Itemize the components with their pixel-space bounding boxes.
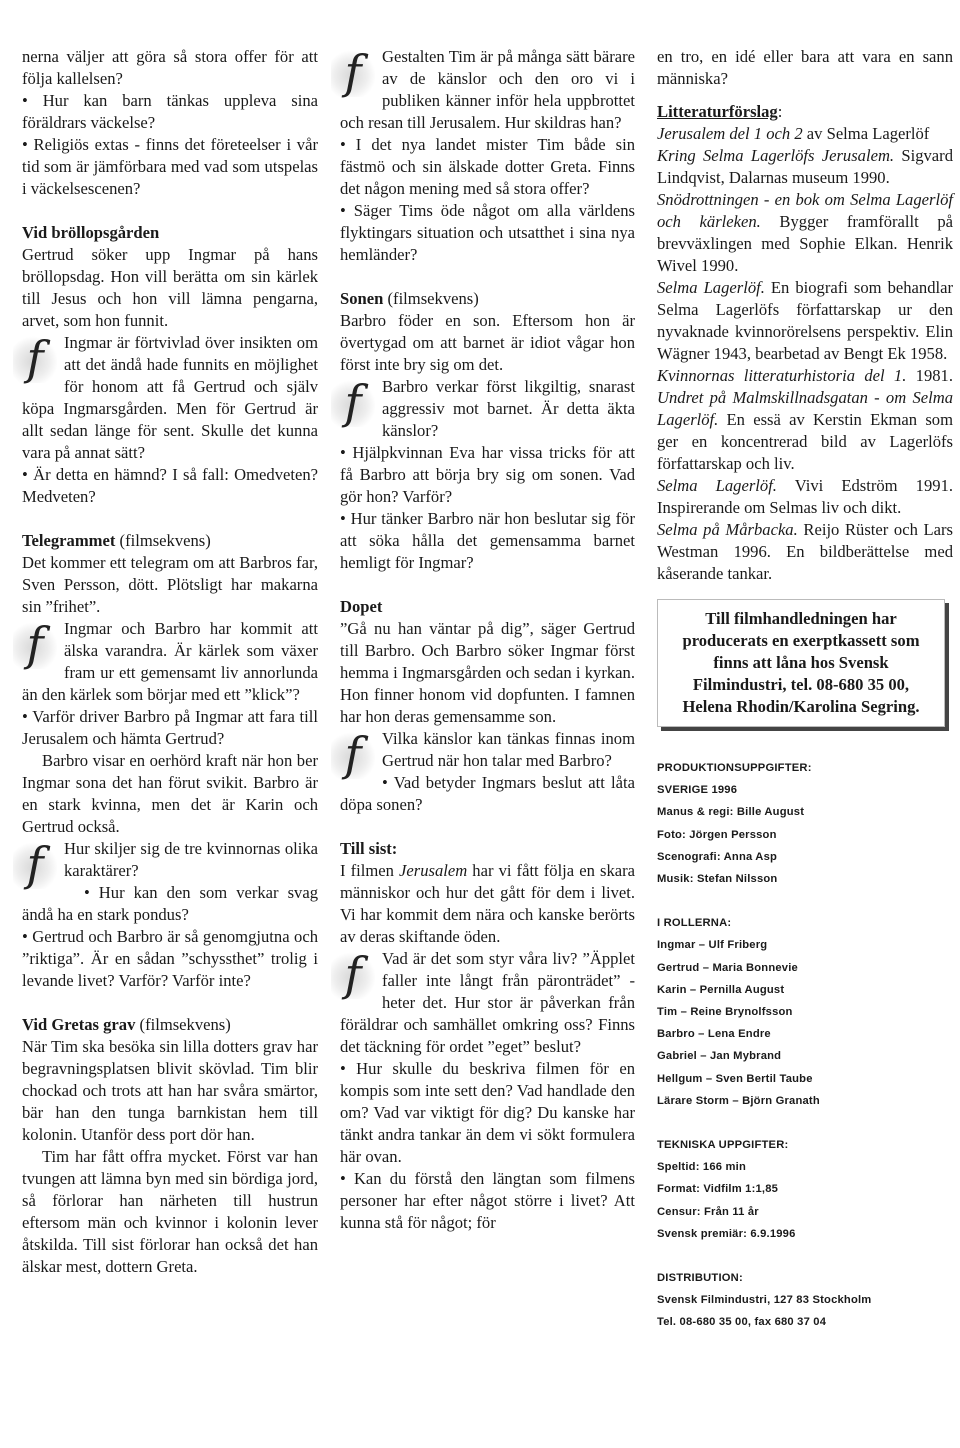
literature-item: Selma Lagerlöf. En biografi som behandlar Selma Lagerlöfs författarskap ur den nyvaknade kvinnorörelsens perspektiv. Elin Wägner 1943, bearbetad av Bengt Ek 1958.	[657, 278, 954, 363]
paragraph: Det kommer ett telegram om att Barbros far, Sven Persson, dött. Plötsligt har makarna sin ”frihet”.	[22, 553, 318, 616]
literature-heading: Litteraturförslag:	[657, 102, 783, 121]
credit-line: Scenografi: Anna Asp	[657, 850, 778, 863]
production-credits	[657, 757, 953, 1334]
film-icon: f	[12, 838, 58, 890]
paragraph: Barbro visar en oerhörd kraft när hon ber Ingmar sona det han förut svikit. Barbro är en stark kvinna, men det är Karin och Gertrud också.	[22, 751, 318, 836]
film-icon: f	[12, 332, 58, 384]
film-icon: f	[12, 618, 58, 670]
column-1	[22, 46, 318, 1278]
credit-line: Manus & regi: Bille August	[657, 806, 805, 819]
credit-line: Speltid: 166 min	[657, 1161, 746, 1174]
credit-line: Svensk Filmindustri, 127 83 Stockholm	[657, 1294, 872, 1307]
literature-item: Kring Selma Lagerlöfs Jerusalem. Sigvard Lindqvist, Dalarnas museum 1990.	[657, 146, 953, 187]
bullet-question: • Hur skulle du beskriva filmen för en kompis som inte sett den? Vad handlade den om? Vad var viktigt för dig? Du kanske har tänkt andra tankar än dem vi sökt formulera här ovan.	[340, 1059, 635, 1166]
paragraph: I filmen Jerusalem har vi fått följa en skara människor och hur det gått för dem i livet. Vi har kommit dem nära och kanske berörts av deras skiftande öden.	[340, 861, 635, 946]
credit-line: Foto: Jörgen Persson	[657, 828, 777, 841]
credit-line: Hellgum – Sven Bertil Taube	[657, 1072, 813, 1085]
paragraph: Vilka känslor kan tänkas finnas inom Gertrud när hon talar med Barbro?	[382, 729, 635, 770]
bullet-question: • Varför driver Barbro på Ingmar att fara till Jerusalem och hämta Gertrud?	[22, 707, 318, 748]
paragraph: ”Gå nu han väntar på dig”, säger Gertrud till Barbro. Och Barbro söker Ingmar först hemma i Ingmarsgården och sedan i kyrkan. Hon finner honom vid dopfunten. I famnen har hon deras gemensamme son.	[340, 619, 635, 726]
column-2	[340, 46, 635, 1234]
film-icon: f	[330, 728, 376, 780]
info-box: Till filmhandledningen har producerats en exerptkassett som finns att låna hos Svensk Filmindustri, tel. 08-680 35 00, Helena Rhodin/Karolina Segring.	[657, 599, 945, 727]
section-heading: Telegrammet (filmsekvens)	[22, 531, 211, 550]
credit-line: Barbro – Lena Endre	[657, 1028, 771, 1041]
credit-line: SVERIGE 1996	[657, 784, 738, 797]
paragraph: Tim har fått offra mycket. Först var han tvungen att lämna byn med sin bördiga jord, så förlorar han närheten till hustrun eftersom män och kvinnor i kolonin lever åtskilda. Till sist förlorar han också det han älskar mest, dottern Greta.	[22, 1147, 318, 1276]
paragraph: en tro, en idé eller bara att vara en sann människa?	[657, 47, 953, 88]
film-icon: f	[330, 46, 376, 98]
section-heading: Dopet	[340, 597, 383, 616]
literature-item: Selma Lagerlöf. Vivi Edström 1991. Inspirerande om Selmas liv och dikt.	[657, 476, 954, 517]
paragraph: Ingmar och Barbro har kommit att älska varandra. Är kärlek som växer fram ur ett gemensamt liv annorlunda än den kärlek som börjar med ett ”klick”?	[22, 619, 318, 704]
paragraph: Barbro föder en son. Eftersom hon är övertygad om att barnet är idiot vågar hon först inte bry sig om det.	[340, 311, 635, 374]
section-heading: Vid Gretas grav (filmsekvens)	[22, 1015, 231, 1034]
bullet-question: • Kan du förstå den längtan som filmens personer har efter något större i livet? Att kunna stå för något; för	[340, 1169, 635, 1232]
bullet-question: • Gertrud och Barbro är så genomgjutna och ”riktiga”. Är en sådan ”schyssthet” trolig i levande livet? Varför? Varför inte?	[22, 927, 318, 990]
literature-item: Jerusalem del 1 och 2 av Selma Lagerlöf	[657, 124, 930, 143]
paragraph: Hur skiljer sig de tre kvinnornas olika karaktärer?	[64, 839, 318, 880]
credit-line: Gabriel – Jan Mybrand	[657, 1050, 782, 1063]
credit-line: I ROLLERNA:	[657, 917, 732, 930]
paragraph: Gestalten Tim är på många sätt bärare av de känslor och den oro vi i publiken känner inför hela uppbrottet och resan till Jerusalem. Hur skildras han?	[340, 47, 635, 132]
column-3	[657, 46, 953, 1334]
credit-line: Censur: Från 11 år	[657, 1205, 759, 1218]
credits-spacer	[657, 1245, 953, 1267]
paragraph: Vad är det som styr våra liv? ”Äpplet faller inte långt från päronträdet” - heter det. Hur stor är påverkan från föräldrar och samhället omkring oss? Finns det täckning för ordet ”eget” beslut?	[340, 949, 635, 1056]
bullet-question: • Hur kan den som verkar svag ändå ha en stark pondus?	[22, 883, 318, 924]
literature-item: Snödrottningen - en bok om Selma Lagerlöf och kärleken. Bygger framförallt på brevväxlingen med Sophie Elkan. Henrik Wivel 1990.	[657, 190, 953, 275]
bullet-question: • Religiös extas - finns det företeelser i vår tid som är jämförbara med vad som utspelas i väckelsescenen?	[22, 135, 318, 198]
film-icon: f	[330, 376, 376, 428]
paragraph: nerna väljer att göra så stora offer för att följa kallelsen?	[22, 47, 318, 88]
bullet-question: • Hjälpkvinnan Eva har vissa tricks för att få Barbro att börja bry sig om sonen. Vad gör hon? Varför?	[340, 443, 635, 506]
credit-line: DISTRIBUTION:	[657, 1272, 743, 1285]
credit-line: Karin – Pernilla August	[657, 983, 785, 996]
credits-spacer	[657, 1112, 953, 1134]
credit-line: Tel. 08-680 35 00, fax 680 37 04	[657, 1316, 827, 1329]
bullet-question: • I det nya landet mister Tim både sin fästmö och sin älskade dotter Greta. Finns det någon mening med så stora offer?	[340, 135, 635, 198]
bullet-question: • Är detta en hämnd? I så fall: Omedveten? Medveten?	[22, 465, 318, 506]
bullet-question: • Vad betyder Ingmars beslut att låta döpa sonen?	[340, 773, 635, 814]
credit-line: Gertrud – Maria Bonnevie	[657, 961, 798, 974]
paragraph: Barbro verkar först likgiltig, snarast aggressiv mot barnet. Är detta äkta känslor?	[382, 377, 635, 440]
credit-line: TEKNISKA UPPGIFTER:	[657, 1139, 789, 1152]
film-icon: f	[330, 948, 376, 1000]
credit-line: Musik: Stefan Nilsson	[657, 873, 778, 886]
credit-line: Tim – Reine Brynolfsson	[657, 1006, 793, 1019]
section-heading: Sonen (filmsekvens)	[340, 289, 479, 308]
section-heading: Till sist:	[340, 839, 398, 858]
section-heading: Vid bröllopsgården	[22, 223, 160, 242]
bullet-question: • Hur kan barn tänkas uppleva sina föräldrars väckelse?	[22, 91, 318, 132]
credits-spacer	[657, 890, 953, 912]
credit-line: Lärare Storm – Björn Granath	[657, 1094, 820, 1107]
paragraph: När Tim ska besöka sin lilla dotters grav har begravningsplatsen blivit skövlad. Tim blir chockad och trots att han har svåra smärtor, bär han den tunga barnkistan hem till kolonin. Utanför dess port dör han.	[22, 1037, 318, 1144]
credit-line: Svensk premiär: 6.9.1996	[657, 1227, 796, 1240]
literature-item: Kvinnornas litteraturhistoria del 1. 1981. Undret på Malmskillnadsgatan - om Selma Lagerlöf. En essä av Kerstin Ekman som ger en koncentrerad bild av Lagerlöfs författarskap och liv.	[657, 366, 954, 473]
credit-line: Ingmar – Ulf Friberg	[657, 939, 768, 952]
bullet-question: • Säger Tims öde något om alla världens flyktingars situation och utsatthet i sina nya hemländer?	[340, 201, 635, 264]
credit-line: Format: Vidfilm 1:1,85	[657, 1183, 779, 1196]
bullet-question: • Hur tänker Barbro när hon beslutar sig för att söka hålla det gemensamma barnet hemligt för Ingmar?	[340, 509, 635, 572]
credit-line: PRODUKTIONSUPPGIFTER:	[657, 762, 812, 774]
paragraph: Ingmar är förtvivlad över insikten om att det ändå hade funnits en möjlighet för honom att få Gertrud och själv köpa Ingmarsgården. Men för Gertrud är allt sedan länge för sent. Skulle det kunna vara på annat sätt?	[22, 333, 318, 462]
literature-item: Selma på Mårbacka. Reijo Rüster och Lars Westman 1996. En bildberättelse med kåserande tankar.	[657, 520, 954, 583]
paragraph: Gertrud söker upp Ingmar på hans bröllopsdag. Hon vill berätta om sin kärlek till Jesus och hon vill lämna pengarna, arvet, som hon funnit.	[22, 245, 318, 330]
